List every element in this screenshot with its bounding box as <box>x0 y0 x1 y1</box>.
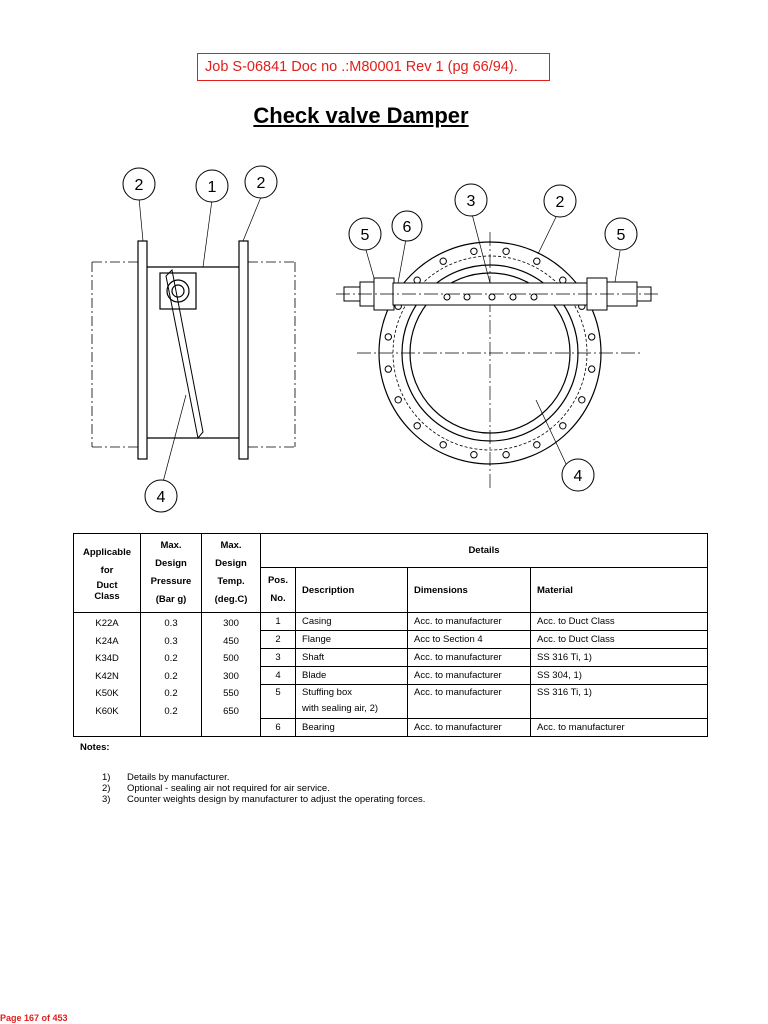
table-cell: SS 304, 1) <box>531 667 708 685</box>
table-cell: Acc. to manufacturer <box>408 667 531 685</box>
specification-table <box>73 533 708 737</box>
table-cell: 1 <box>261 613 296 631</box>
header-pos: Pos. No. <box>261 568 296 613</box>
table-cell: Acc. to manufacturer <box>408 649 531 667</box>
bolt-hole <box>579 397 585 403</box>
bolt-hole <box>534 442 540 448</box>
header-material: Material <box>531 568 708 613</box>
table-cell: 4 <box>261 667 296 685</box>
table-cell: Acc to Section 4 <box>408 631 531 649</box>
job-reference-text: Job S-06841 Doc no .:M80001 Rev 1 (pg 66/94). <box>205 59 518 75</box>
callout-label: 2 <box>134 177 144 194</box>
bolt-hole <box>385 334 391 340</box>
callout-label: 4 <box>573 468 583 485</box>
header-applicable: Applicable for Duct Class <box>74 534 141 613</box>
table-cell: 2 <box>261 631 296 649</box>
notes-heading: Notes: <box>80 742 110 753</box>
callout-label: 1 <box>207 179 217 196</box>
table-cell: 6 <box>261 719 296 737</box>
table-cell: Blade <box>296 667 408 685</box>
shaft-hole <box>444 294 450 300</box>
shaft-hole <box>510 294 516 300</box>
bolt-hole <box>395 397 401 403</box>
front-view <box>336 214 660 488</box>
bolt-hole <box>503 452 509 458</box>
bolt-hole <box>414 423 420 429</box>
list-item: 3) Counter weights design by manufacturer to adjust the operating forces. <box>102 794 426 805</box>
notes-list <box>102 772 425 805</box>
callout-label: 5 <box>616 227 626 244</box>
bolt-hole <box>385 366 391 372</box>
list-item: 1) Details by manufacturer. <box>102 772 230 783</box>
blade <box>166 270 203 438</box>
header-max-pressure: Max. Design Pressure (Bar g) <box>141 534 202 613</box>
bolt-hole <box>414 277 420 283</box>
bolt-hole <box>560 277 566 283</box>
bolt-hole <box>471 452 477 458</box>
temp-column: 300 450 500 300 550 650 <box>202 613 261 737</box>
table-cell: Shaft <box>296 649 408 667</box>
shaft-hole <box>464 294 470 300</box>
side-view <box>92 197 295 482</box>
table-cell: Flange <box>296 631 408 649</box>
left-flange <box>138 241 147 459</box>
shaft-hole <box>531 294 537 300</box>
callout-label: 5 <box>360 227 370 244</box>
page-title: Check valve Damper <box>253 103 469 128</box>
callout-label: 2 <box>256 175 266 192</box>
bolt-hole <box>471 248 477 254</box>
table-cell: 5 <box>261 685 296 719</box>
bolt-hole <box>503 248 509 254</box>
table-cell: SS 316 Ti, 1) <box>531 685 708 719</box>
side-callouts <box>123 166 277 512</box>
table-cell: Acc. to manufacturer <box>408 719 531 737</box>
page-number: Page 167 of 453 <box>0 1013 68 1023</box>
header-details: Details <box>261 534 708 568</box>
table-cell: Acc. to Duct Class <box>531 613 708 631</box>
table-cell: Casing <box>296 613 408 631</box>
pressure-column: 0.3 0.3 0.2 0.2 0.2 0.2 <box>141 613 202 737</box>
header-dimensions: Dimensions <box>408 568 531 613</box>
table-cell: Acc. to manufacturer <box>408 685 531 719</box>
table-cell: Acc. to manufacturer <box>408 613 531 631</box>
header-description: Description <box>296 568 408 613</box>
callout-label: 2 <box>555 194 565 211</box>
bolt-hole <box>534 258 540 264</box>
duct-class-column: K22A K24A K34D K42N K50K K60K <box>74 613 141 737</box>
header-max-temp: Max. Design Temp. (deg.C) <box>202 534 261 613</box>
callout-label: 4 <box>156 489 166 506</box>
table-cell: SS 316 Ti, 1) <box>531 649 708 667</box>
table-cell: Acc. to Duct Class <box>531 631 708 649</box>
table-cell: Bearing <box>296 719 408 737</box>
table-cell: Stuffing box with sealing air, 2) <box>296 685 408 719</box>
table-cell: 3 <box>261 649 296 667</box>
shaft-hole <box>489 294 495 300</box>
bolt-hole <box>440 258 446 264</box>
callout-label: 6 <box>402 219 412 236</box>
bolt-hole <box>440 442 446 448</box>
list-item: 2) Optional - sealing air not required for air service. <box>102 783 330 794</box>
table-cell: Acc. to manufacturer <box>531 719 708 737</box>
callout-label: 3 <box>466 193 476 210</box>
bolt-hole <box>589 366 595 372</box>
right-flange <box>239 241 248 459</box>
bolt-hole <box>560 423 566 429</box>
bolt-hole <box>589 334 595 340</box>
